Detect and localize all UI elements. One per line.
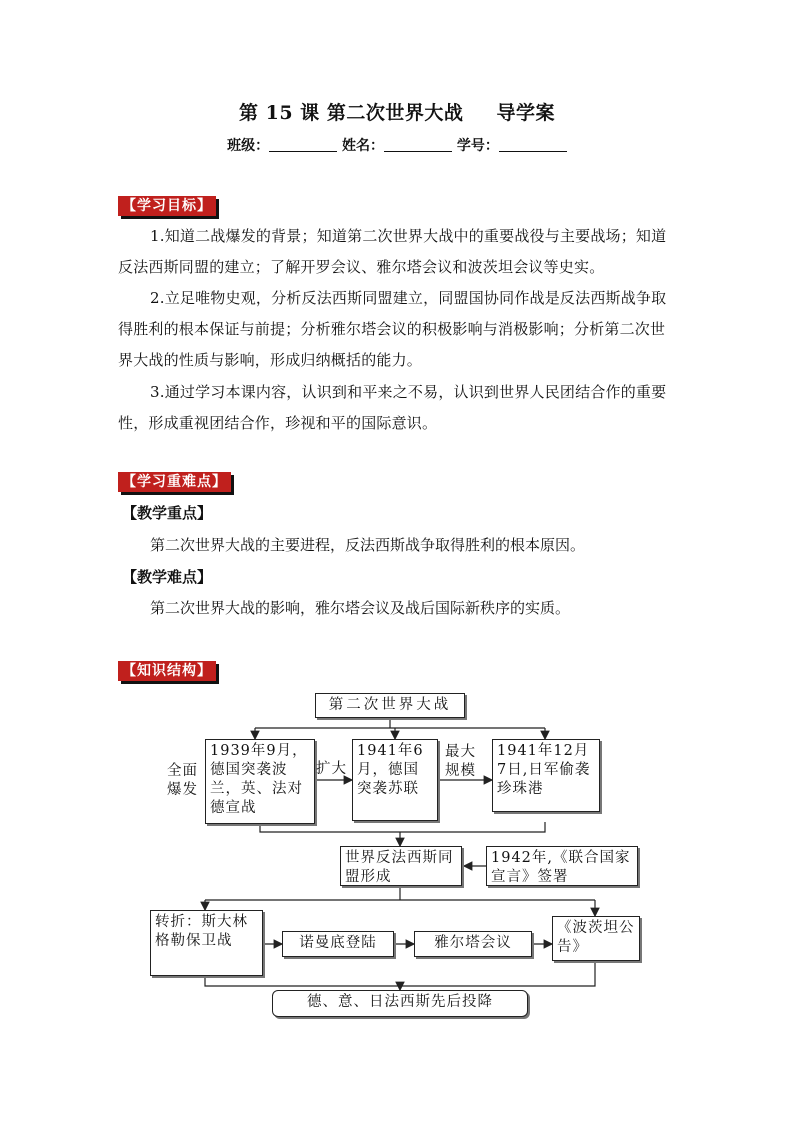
- outbreak-label: 全面爆发: [167, 763, 198, 798]
- difficult-point-label: 【教学难点】: [122, 568, 213, 586]
- objective-2: 2.立足唯物史观，分析反法西斯同盟建立，同盟国协同作战是反法西斯战争取得胜利的根本保证与前提；分析雅尔塔会议的积极影响与消极影响；分析第二次世界大战的性质与影响，形成归纳概括的能力。: [118, 289, 667, 369]
- max-scale-label: 最大规模: [445, 744, 476, 779]
- expand-label: 扩大: [316, 761, 347, 777]
- lesson-number: 第 15 课: [239, 102, 320, 124]
- alliance-box: 世界反法西斯同盟形成: [340, 846, 462, 886]
- objective-1: 1.知道二战爆发的背景；知道第二次世界大战中的重要战役与主要战场；知道反法西斯同盟的建立；了解开罗会议、雅尔塔会议和波茨坦会议等史实。: [118, 227, 667, 276]
- name-label: 姓名：: [342, 138, 384, 154]
- class-label: 班级：: [227, 138, 270, 154]
- key-point-text: 第二次世界大战的主要进程，反法西斯战争取得胜利的根本原因。: [150, 536, 586, 554]
- objective-3: 3.通过学习本课内容，认识到和平来之不易，认识到世界人民团结合作的重要性，形成重视团结合作，珍视和平的国际意识。: [118, 383, 667, 432]
- turning-point-box: 转折：斯大林格勒保卫战: [150, 910, 263, 976]
- surrender-box: 德、意、日法西斯先后投降: [272, 990, 528, 1017]
- difficulty-tag: 【学习重难点】: [118, 472, 231, 492]
- event-1941-december-box: 1941年12月7日,日军偷袭珍珠港: [492, 739, 600, 812]
- potsdam-box: 《波茨坦公告》: [552, 916, 640, 961]
- objectives-tag: 【学习目标】: [118, 196, 216, 216]
- event-1941-june-box: 1941年6月，德国突袭苏联: [352, 739, 438, 821]
- diagram-root: 第二次世界大战: [315, 693, 465, 718]
- key-point-label: 【教学重点】: [122, 504, 213, 522]
- structure-tag: 【知识结构】: [118, 661, 216, 681]
- normandy-box: 诺曼底登陆: [282, 931, 394, 957]
- number-label: 学号：: [456, 138, 499, 154]
- event-1939-box: 1939年9月，德国突袭波兰，英、法对德宣战: [205, 739, 315, 824]
- declaration-box: 1942年,《联合国家宣言》签署: [486, 846, 638, 886]
- yalta-box: 雅尔塔会议: [414, 931, 532, 957]
- lesson-topic: 第二次世界大战: [326, 102, 464, 124]
- difficult-point-text: 第二次世界大战的影响，雅尔塔会议及战后国际新秩序的实质。: [150, 599, 571, 617]
- doc-type: 导学案: [496, 102, 555, 124]
